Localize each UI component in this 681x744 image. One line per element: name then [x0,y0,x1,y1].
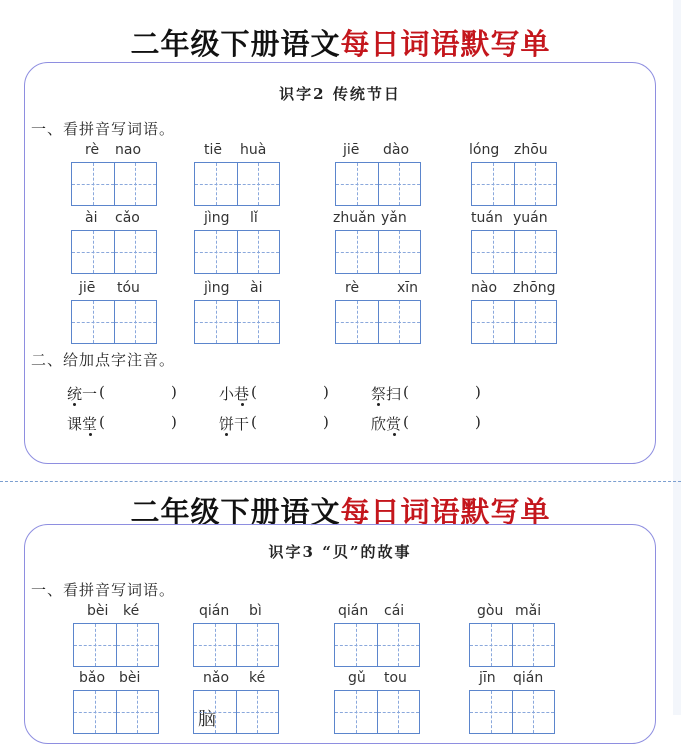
zhuyin-item: 统一 ( ) [67,383,197,404]
writing-grid[interactable] [71,162,157,206]
writing-grid[interactable] [73,690,159,734]
zhuyin-item: 欣赏 ( ) [371,413,501,434]
writing-grid[interactable] [469,623,555,667]
pinyin: rè nao [85,142,142,158]
writing-grid[interactable] [334,623,420,667]
title-grade: 二年级下册语文 [130,495,341,529]
writing-grid[interactable] [335,230,421,274]
writing-grid[interactable] [335,300,421,344]
writing-grid[interactable] [193,623,279,667]
page-divider [0,481,681,482]
writing-grid[interactable] [471,162,557,206]
pinyin: jiē tóu [79,280,140,296]
sheet-title [0,22,681,63]
pinyin: jiē dào [343,142,410,158]
writing-grid[interactable] [194,230,280,274]
pinyin: jīn qián [479,670,544,686]
title-dictation: 每日词语默写单 [340,27,551,61]
zhuyin-item: 饼干 ( ) [219,413,349,434]
worksheet-card [24,524,656,744]
writing-grid[interactable] [469,690,555,734]
writing-grid[interactable] [71,230,157,274]
pinyin: rè xīn [345,280,419,296]
pinyin: jìng lǐ [204,210,258,226]
pinyin: bèi ké [87,603,140,619]
writing-grid[interactable] [471,300,557,344]
writing-grid[interactable] [335,162,421,206]
lesson-title: 识字2 传统节日 [279,85,401,103]
pinyin: tiē huà [204,142,267,158]
section-pinyin-heading: 一、看拼音写词语。 [31,120,176,138]
pinyin: qián bì [199,603,262,619]
zhuyin-item: 祭扫 ( ) [371,383,501,404]
pinyin: lóng zhōu [469,142,548,158]
zhuyin-item: 课堂 ( ) [67,413,197,434]
page-edge [673,0,681,715]
section-zhuyin-heading: 二、给加点字注音。 [31,351,176,369]
writing-grid[interactable] [471,230,557,274]
pinyin: tuán yuán [471,210,548,226]
zhuyin-item: 小巷 ( ) [219,383,349,404]
writing-grid[interactable] [334,690,420,734]
handwritten-char: 脑 [198,709,216,730]
pinyin: zhuǎn yǎn [333,210,407,226]
writing-grid[interactable] [73,623,159,667]
pinyin: gòu mǎi [477,603,542,619]
pinyin: qián cái [338,603,405,619]
pinyin: bǎo bèi [79,670,141,686]
writing-grid[interactable] [194,300,280,344]
pinyin: ài cǎo [85,210,140,226]
pinyin: nào zhōng [471,280,556,296]
worksheet-card [24,62,656,464]
section-pinyin-heading: 一、看拼音写词语。 [31,581,176,599]
pinyin: jìng ài [204,280,263,296]
title-dictation: 每日词语默写单 [340,495,551,529]
pinyin: gǔ tou [348,670,407,686]
lesson-title: 识字3 “贝”的故事 [268,543,412,561]
pinyin: nǎo ké [203,670,266,686]
writing-grid[interactable] [194,162,280,206]
title-grade: 二年级下册语文 [130,27,341,61]
writing-grid[interactable] [193,690,279,734]
writing-grid[interactable] [71,300,157,344]
